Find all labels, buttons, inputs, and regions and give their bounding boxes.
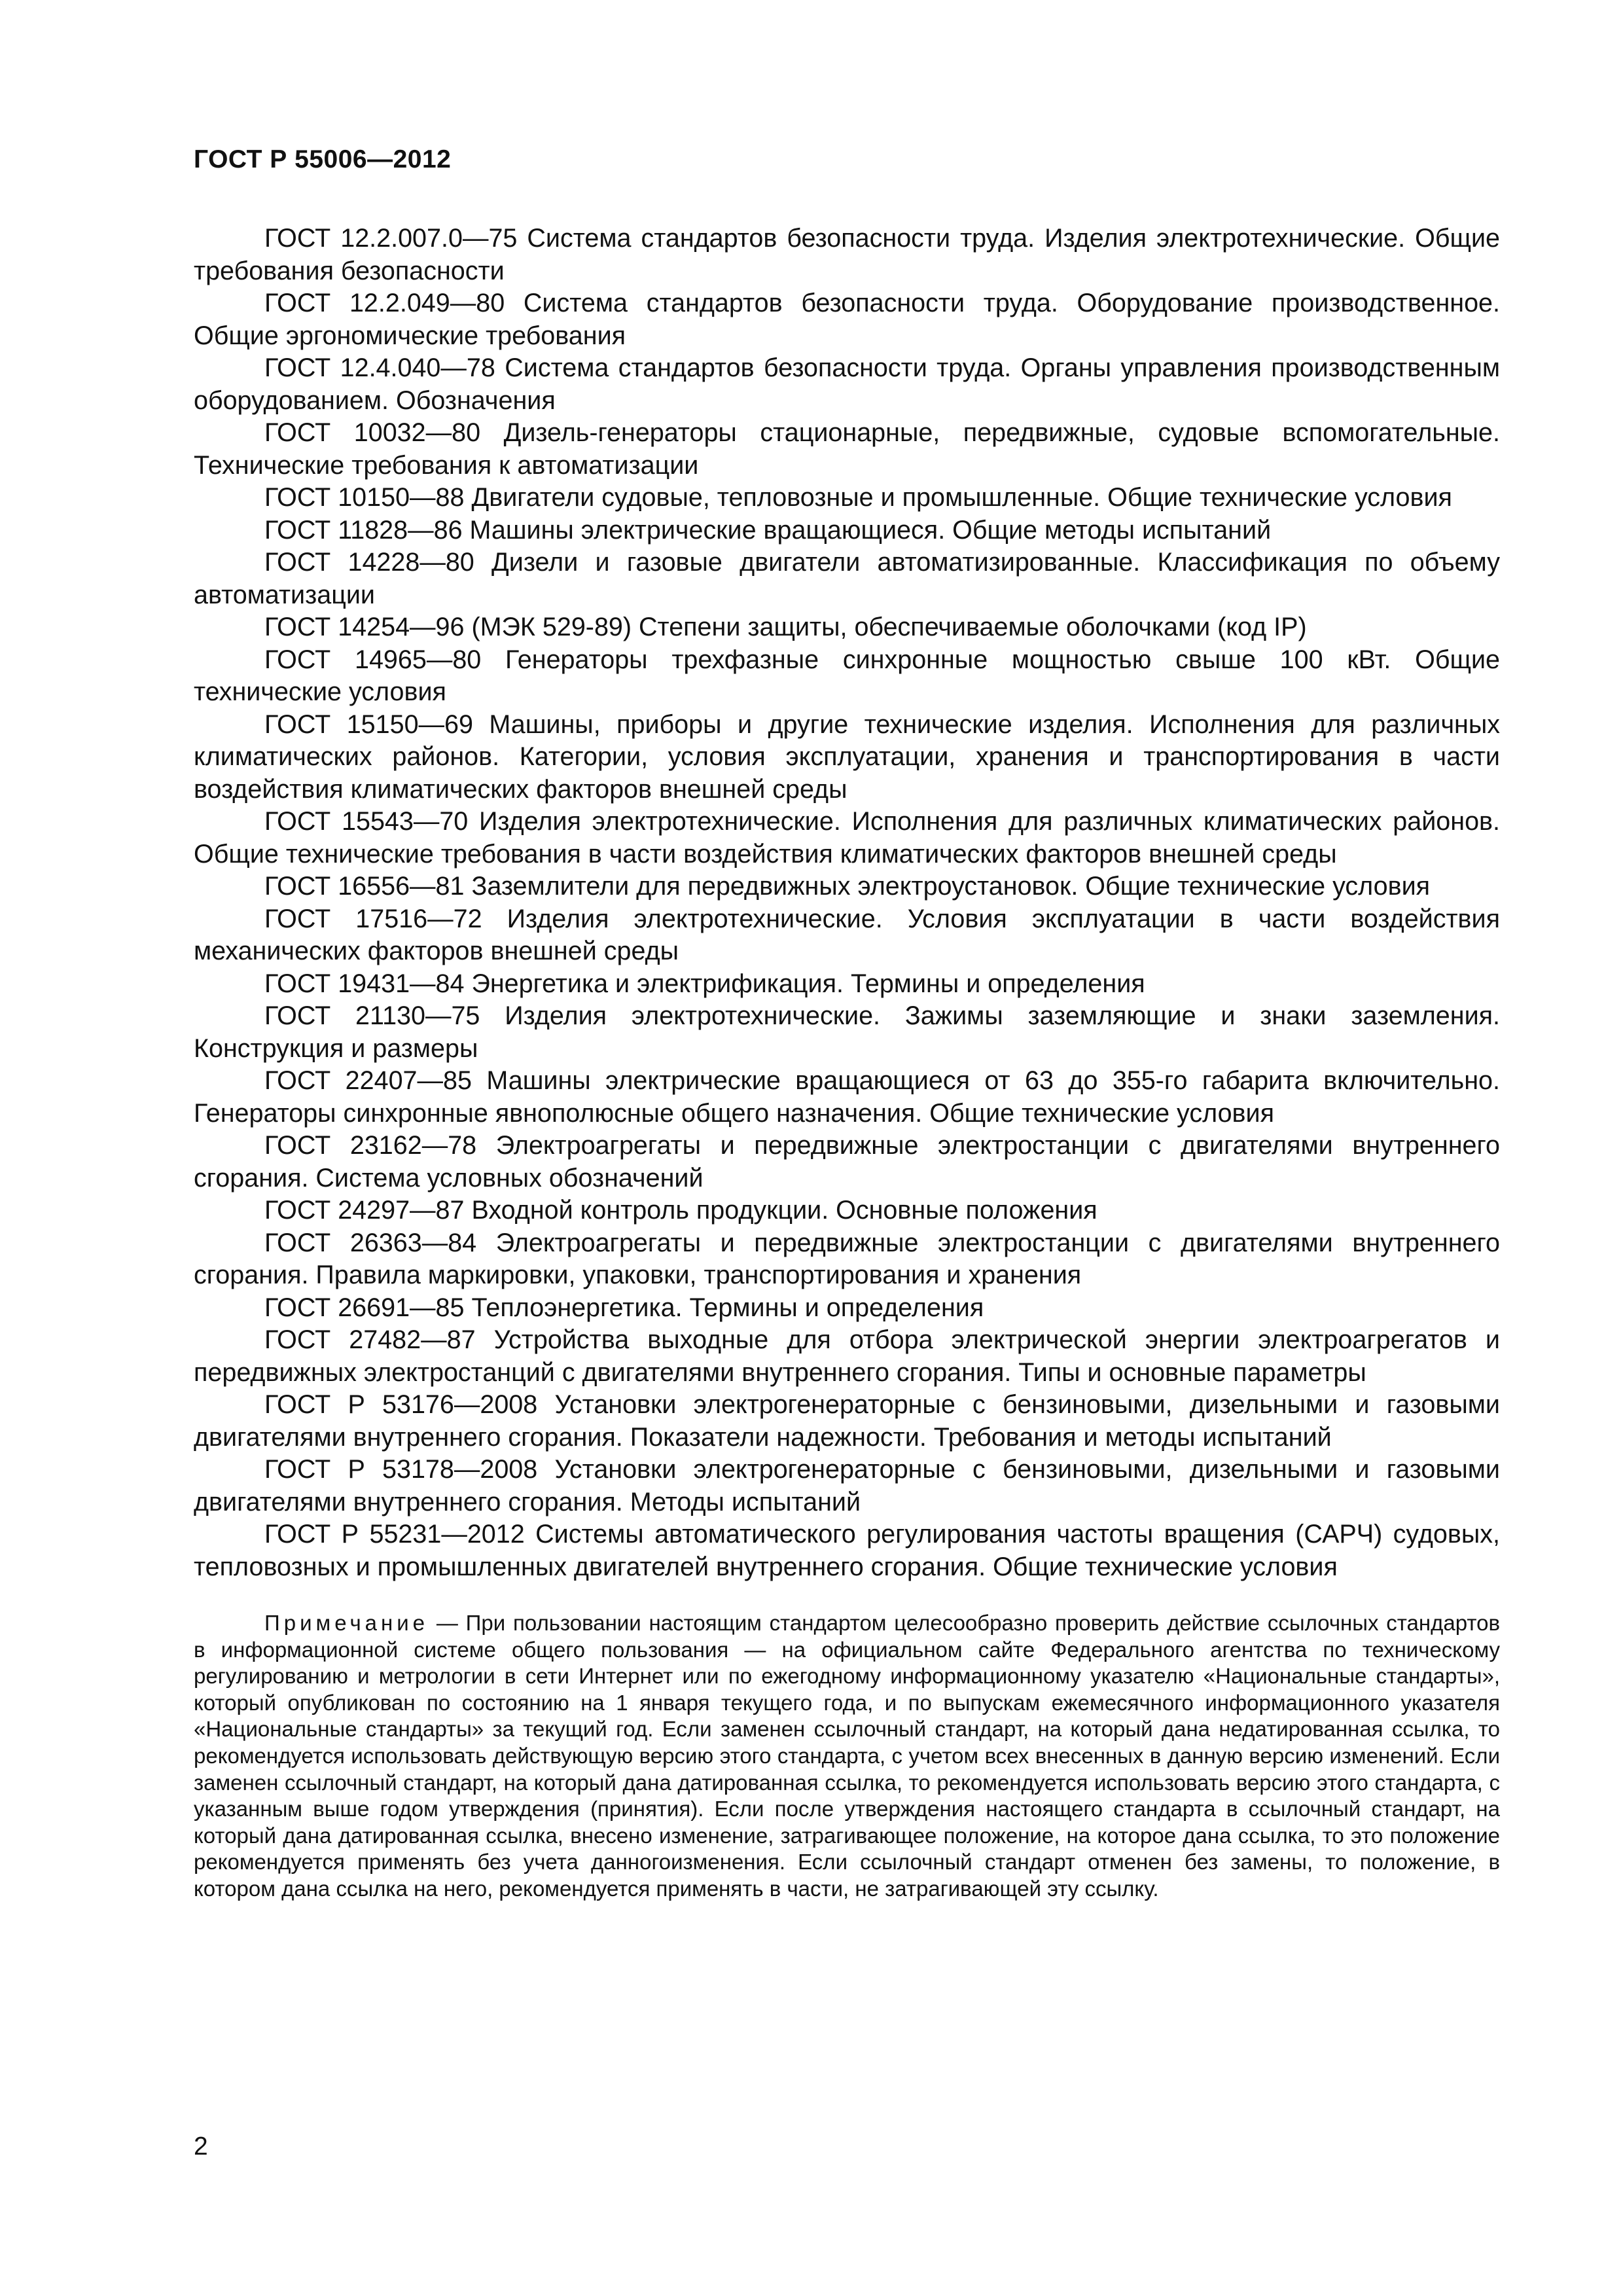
reference-item: ГОСТ 26363—84 Электроагрегаты и передвижные электростанции с двигателями внутреннего сгорания. Правила маркировки, упаковки, транспортирования и хранения <box>194 1228 1500 1289</box>
reference-item: ГОСТ 23162—78 Электроагрегаты и передвижные электростанции с двигателями внутреннего сгорания. Система условных обозначений <box>194 1131 1500 1193</box>
note-label: Примечание <box>264 1611 429 1635</box>
reference-item: ГОСТ 11828—86 Машины электрические вращающиеся. Общие методы испытаний <box>264 515 1272 545</box>
reference-item: ГОСТ 15543—70 Изделия электротехнические. Исполнения для различных климатических районов. Общие технические требования в части воздействия климатических факторов внешней среды <box>194 807 1500 869</box>
document-header: ГОСТ Р 55006—2012 <box>194 145 452 173</box>
reference-item: ГОСТ 12.2.049—80 Система стандартов безопасности труда. Оборудование производственное. Общие эргономические требования <box>194 289 1500 350</box>
reference-item: ГОСТ 10150—88 Двигатели судовые, тепловозные и промышленные. Общие технические условия <box>264 483 1452 512</box>
reference-item: ГОСТ 21130—75 Изделия электротехнические. Зажимы заземляющие и знаки заземления. Конструкция и размеры <box>194 1001 1500 1063</box>
reference-item: ГОСТ 14228—80 Дизели и газовые двигатели автоматизированные. Классификация по объему автоматизации <box>194 548 1500 609</box>
reference-item: ГОСТ Р 53176—2008 Установки электрогенераторные с бензиновыми, дизельными и газовыми двигателями внутреннего сгорания. Показатели надежности. Требования и методы испытаний <box>194 1390 1500 1452</box>
reference-item: ГОСТ 10032—80 Дизель-генераторы стационарные, передвижные, судовые вспомогательные. Технические требования к автоматизации <box>194 418 1500 480</box>
reference-item: ГОСТ 14965—80 Генераторы трехфазные синхронные мощностью свыше 100 кВт. Общие технические условия <box>194 645 1500 706</box>
reference-item: ГОСТ Р 55231—2012 Системы автоматического регулирования частоты вращения (САРЧ) судовых, тепловозных и промышленных двигателей внутреннего сгорания. Общие технические условия <box>194 1520 1500 1581</box>
reference-item: ГОСТ 16556—81 Заземлители для передвижных электроустановок. Общие технические условия <box>264 872 1431 901</box>
note-paragraph <box>194 1610 1500 1903</box>
normative-references-list <box>194 223 1500 1583</box>
reference-item: ГОСТ 27482—87 Устройства выходные для отбора электрической энергии электроагрегатов и передвижных электростанций с двигателями внутреннего сгорания. Типы и основные параметры <box>194 1325 1500 1387</box>
reference-item: ГОСТ 15150—69 Машины, приборы и другие технические изделия. Исполнения для различных климатических районов. Категории, условия эксплуатации, хранения и транспортирования в части воздействия климатических факторов внешней среды <box>194 709 1500 804</box>
reference-item: ГОСТ 26691—85 Теплоэнергетика. Термины и определения <box>264 1293 984 1322</box>
page-number: 2 <box>194 2132 208 2161</box>
reference-item: ГОСТ Р 53178—2008 Установки электрогенераторные с бензиновыми, дизельными и газовыми двигателями внутреннего сгорания. Методы испытаний <box>194 1455 1500 1516</box>
reference-item: ГОСТ 19431—84 Энергетика и электрификация. Термины и определения <box>264 969 1145 998</box>
reference-item: ГОСТ 24297—87 Входной контроль продукции. Основные положения <box>264 1196 1097 1225</box>
reference-item: ГОСТ 12.2.007.0—75 Система стандартов безопасности труда. Изделия электротехнические. Общие требования безопасности <box>194 224 1500 285</box>
note-text: — При пользовании настоящим стандартом целесообразно проверить действие ссылочных стандартов в информационной системе общего пользования — на официальном сайте Федерального агентства по техническому регулированию и метрологии в сети Интернет или по ежегодному информационному указателю «Национальные стандарты», который опубликован по состоянию на 1 января текущего года, и по выпускам ежемесячного информационного указателя «Национальные стандарты» за текущий год. Если заменен ссылочный стандарт, на который дана недатированная ссылка, то рекомендуется использовать действующую версию этого стандарта, с учетом всех внесенных в данную версию изменений. Если заменен ссылочный стандарт, на который дана датированная ссылка, то рекомендуется использовать версию этого стандарта, с указанным выше годом утверждения (принятия). Если после утверждения настоящего стандарта в ссылочный стандарт, на который дана датированная ссылка, внесено изменение, затрагивающее положение, на которое дана ссылка, то это положение рекомендуется применять без учета данногоизменения. Если ссылочный стандарт отменен без замены, то положение, в котором дана ссылка на него, рекомендуется применять в части, не затрагивающей эту ссылку. <box>194 1611 1500 1901</box>
reference-item: ГОСТ 12.4.040—78 Система стандартов безопасности труда. Органы управления производственным оборудованием. Обозначения <box>194 353 1500 415</box>
reference-item: ГОСТ 22407—85 Машины электрические вращающиеся от 63 до 355-го габарита включительно. Генераторы синхронные явнополюсные общего назначения. Общие технические условия <box>194 1066 1500 1128</box>
reference-item: ГОСТ 17516—72 Изделия электротехнические. Условия эксплуатации в части воздействия механических факторов внешней среды <box>194 904 1500 965</box>
reference-item: ГОСТ 14254—96 (МЭК 529-89) Степени защиты, обеспечиваемые оболочками (код IP) <box>264 613 1307 641</box>
